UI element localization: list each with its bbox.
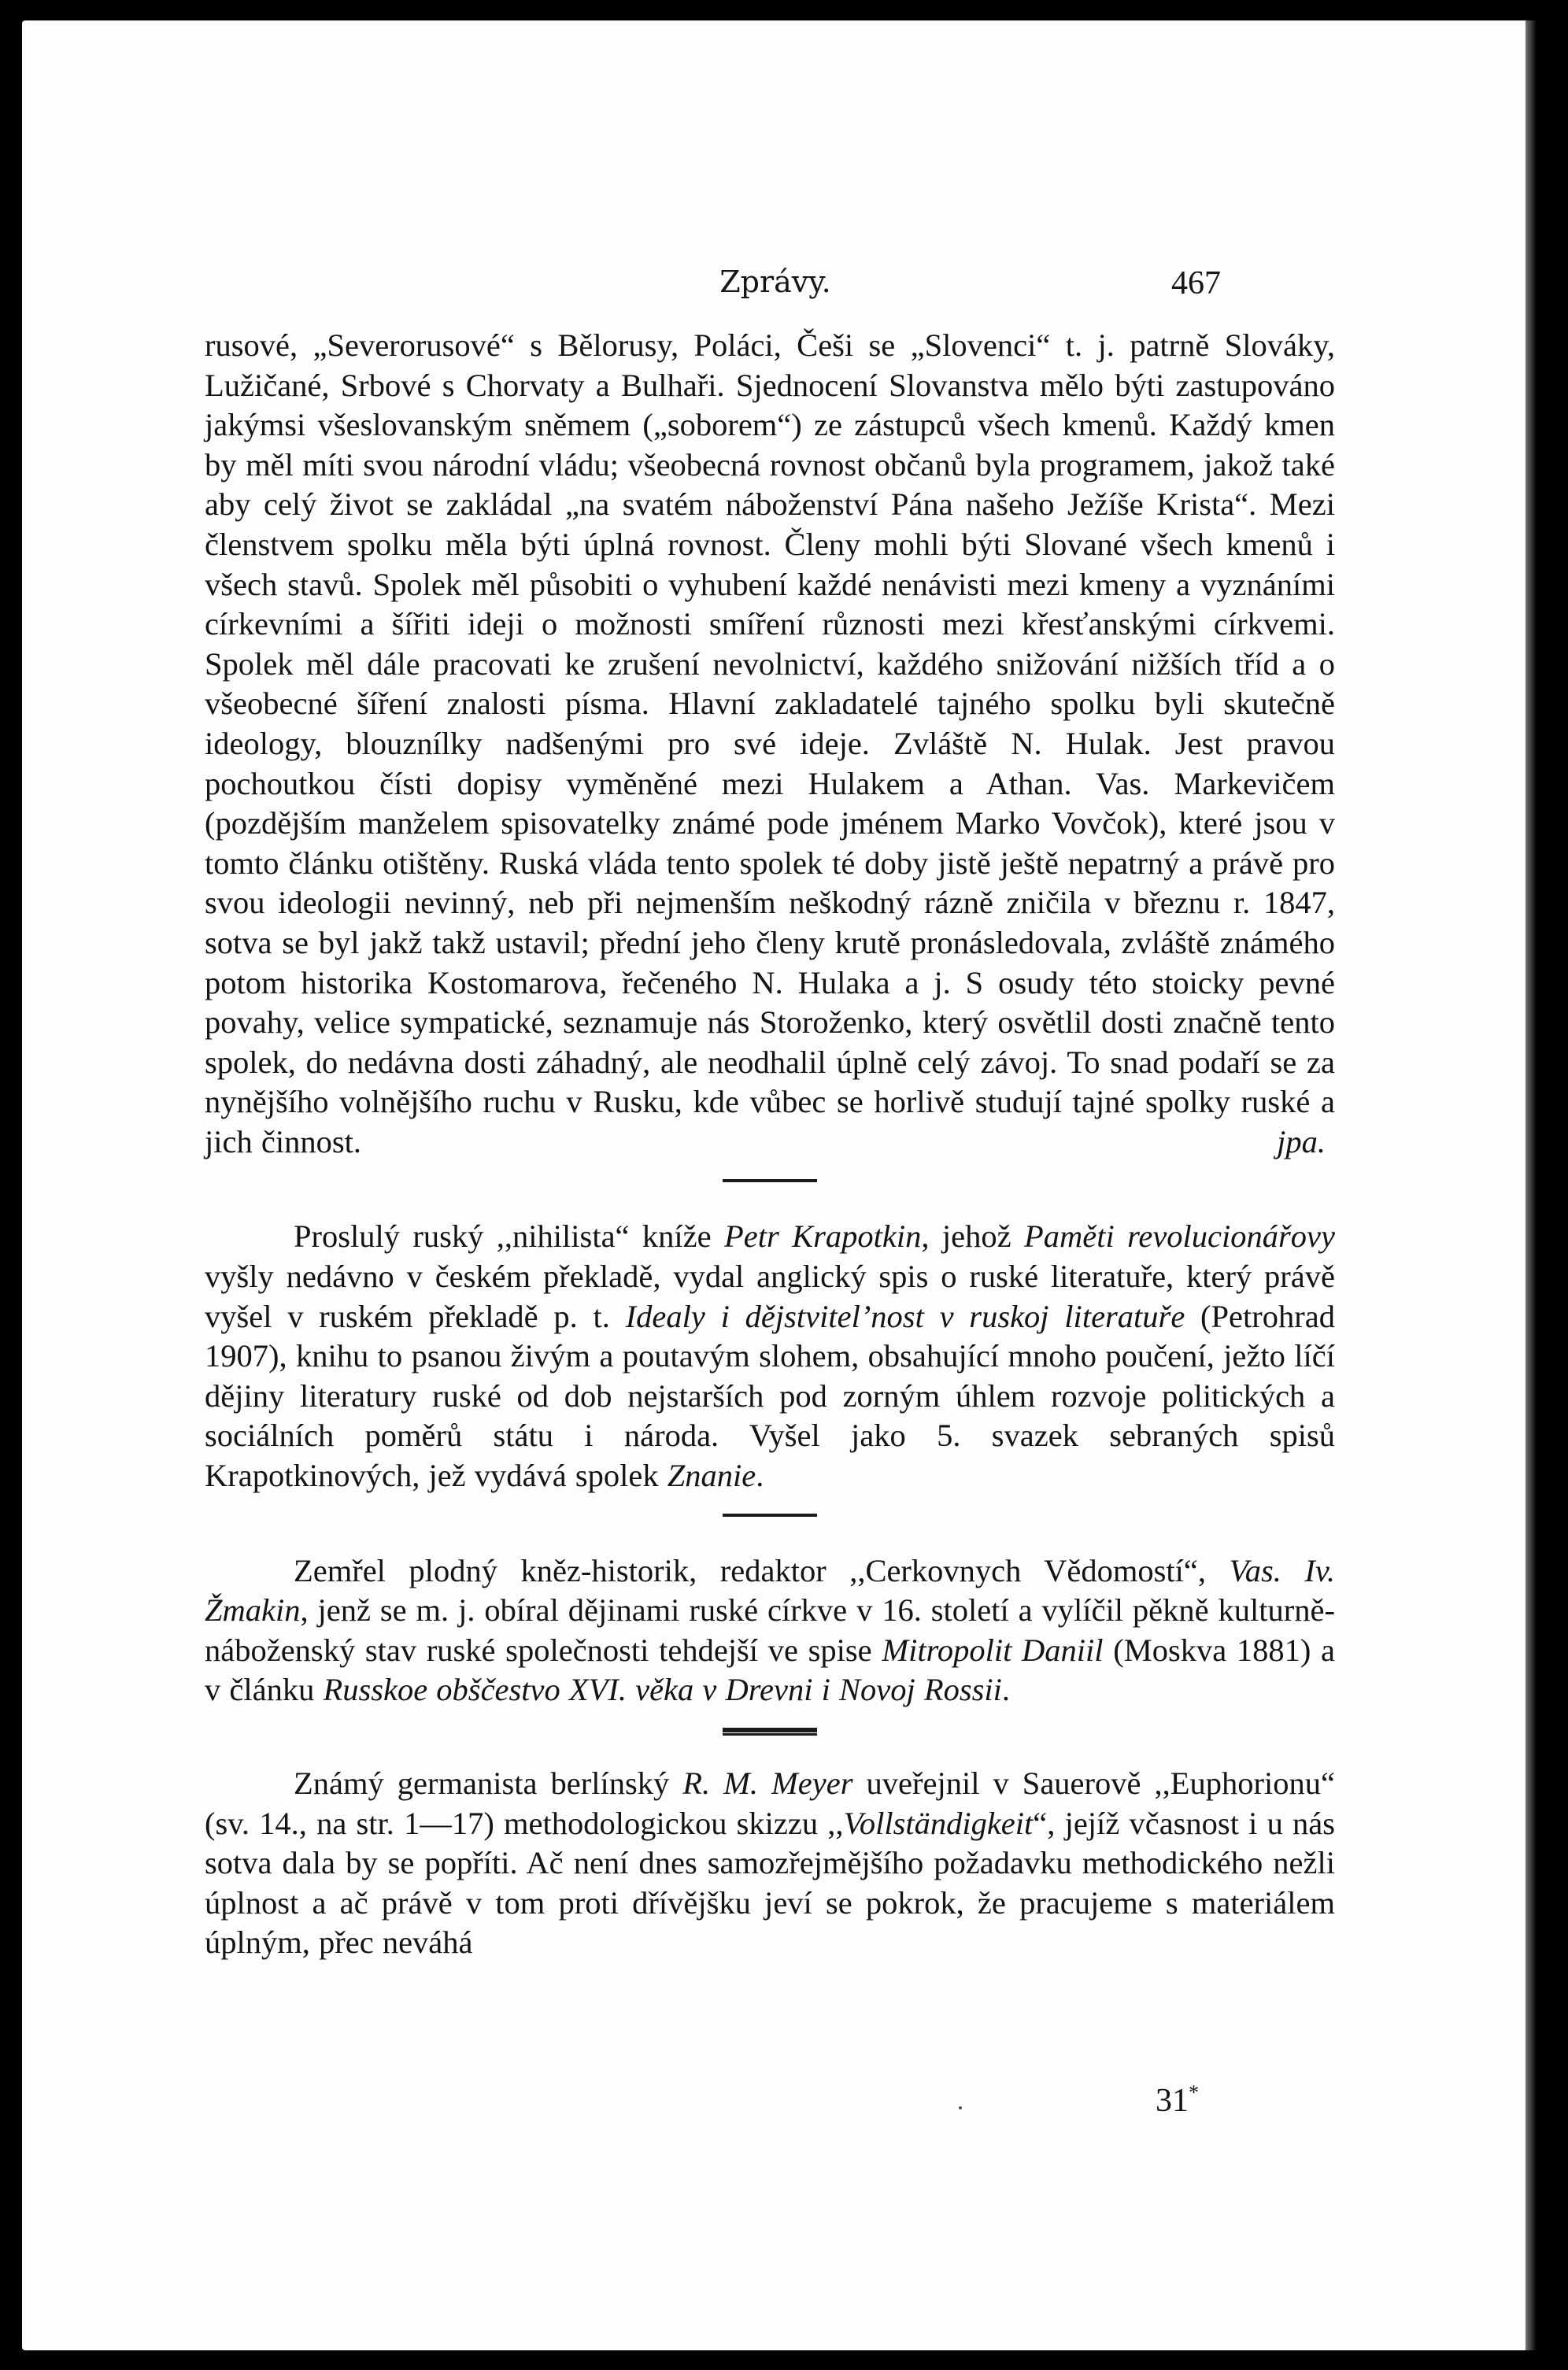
- signature-mark-number: 31: [1156, 2083, 1189, 2119]
- p4-part2: uveřejnil v Sauerově ,,Euphorionu“ (sv. 14., na str. 1—17) methodologickou skizzu ,,: [205, 1765, 1335, 1841]
- signature-mark: [1156, 2081, 1199, 2120]
- p4-italic1: R. M. Meyer: [682, 1765, 853, 1801]
- p3-part1: Zemřel plodný kněz-historik, redaktor ,,Cerkovnych Vědomostí“,: [294, 1552, 1230, 1588]
- paragraph-1: [205, 326, 1335, 1162]
- p2-part3: vyšly nedávno v českém překladě, vydal anglický spis o ruské literatuře, který právě vyšel v ruském překladě p. t.: [205, 1259, 1335, 1334]
- print-speck: [959, 2106, 962, 2109]
- paragraph-3: [205, 1551, 1335, 1710]
- p2-italic4: Znanie: [667, 1458, 756, 1494]
- page-number: 467: [1171, 265, 1221, 301]
- page-title: Zprávy.: [719, 264, 831, 299]
- p4-part1: Známý germanista berlínský: [294, 1765, 683, 1801]
- article-body: [205, 326, 1335, 1963]
- paragraph-1-text: rusové, „Severorusové“ s Bělorusy, Poláci, Češi se „Slovenci“ t. j. patrně Slováky, Lužičané, Srbové s Chorvaty a Bulhaři. Sjednocení Slovanstva mělo býti zastupováno jakýmsi všeslovanským sněmem („soborem“) ze zástupců všech kmenů. Každý kmen by měl míti svou národní vládu; všeobecná rovnost občanů byla programem, jakož také aby celý život se zakládal „na svatém náboženství Pána našeho Ježíše Krista“. Mezi členstvem spolku měla býti úplná rovnost. Členy mohli býti Slované všech kmenů i všech stavů. Spolek měl působiti o vyhubení každé nenávisti mezi kmeny a vyznáními církevními a šířiti ideji o možnosti smíření různosti mezi křesťanskými církvemi. Spolek měl dále pracovati ke zrušení nevolnictví, každého snižování nižších tříd a o všeobecné šíření znalosti písma. Hlavní zakladatelé tajného spolku byli skutečně ideology, blouznílky nadšenými pro své ideje. Zvláště N. Hulak. Jest pravou pochoutkou čísti dopisy vyměněné mezi Hulakem a Athan. Vas. Markevičem (pozdějším manželem spisovatelky známé pode jménem Marko Vovčok), které jsou v tomto článku otištěny. Ruská vláda tento spolek té doby jistě ještě nepatrný a právě pro svou ideologii nevinný, neb při nejmenším neškodný rázně zničila v březnu r. 1847, sotva se byl jakž takž ustavil; přední jeho členy krutě pronásledovala, zvláště známého potom historika Kostomarova, řečeného N. Hulaka a j. S osudy této stoicky pevné povahy, velice sympatické, seznamuje nás Storoženko, který osvětlil dosti značně tento spolek, do nedávna dosti záhadný, ale neodhalil úplně celý závoj. To snad podaří se za nynějšího volnějšího ruchu v Rusku, kde vůbec se horlivě studují tajné spolky ruské a jich činnost.: [205, 327, 1335, 1159]
- p2-part5: .: [756, 1458, 764, 1494]
- section-divider: [723, 1514, 817, 1517]
- page-edge-shadow: [1525, 20, 1537, 2350]
- p4-part3: “, jejíž včasnost i u nás sotva dala by se popříti. Ač není dnes samozřejmějšího požadavku methodického nežli úplnost a ač právě v tom proti dřívějšku jeví se pokrok, že pracujeme s materiálem úplným, přec neváhá: [205, 1805, 1335, 1961]
- signature-mark-star: *: [1189, 2081, 1199, 2104]
- p3-italic1: Vas. Iv. Žmakin: [205, 1552, 1336, 1629]
- p2-italic2: Paměti revolucionářovy: [1023, 1218, 1335, 1255]
- paragraph-4: [205, 1764, 1335, 1963]
- p3-italic3: Russkoe obščestvo XVI. věka v Drevni i Novoj Rossii: [323, 1672, 1002, 1708]
- author-signature: jpa.: [1277, 1123, 1326, 1159]
- p2-part1: Proslulý ruský ,,nihilista“ kníže: [294, 1218, 724, 1255]
- p3-italic2: Mitropolit Daniil: [882, 1632, 1104, 1668]
- p2-part2: , jehož: [921, 1218, 1024, 1255]
- paragraph-2: [205, 1217, 1335, 1496]
- p2-italic3: Idealy i dějstvitel’nost v ruskoj literatuře: [625, 1298, 1185, 1334]
- p3-part3: (Moskva 1881) a v článku: [205, 1632, 1336, 1708]
- section-divider: [723, 1179, 817, 1182]
- section-divider-double: [723, 1728, 817, 1732]
- book-page: [22, 20, 1529, 2350]
- p3-part4: .: [1001, 1672, 1010, 1708]
- p2-part4: (Petrohrad 1907), knihu to psanou živým a poutavým slohem, obsahující mnoho poučení, ježto líčí dějiny literatury ruské od dob nejstarších pod zorným úhlem rozvoje politických a sociálních poměrů státu i národa. Vyšel jako 5. svazek sebraných spisů Krapotkinových, jež vydává spolek: [205, 1298, 1335, 1494]
- p3-part2: , jenž se m. j. obíral dějinami ruské církve v 16. století a vylíčil pěkně kulturně-náboženský stav ruské společnosti tehdejší ve spise: [205, 1592, 1335, 1668]
- p2-italic1: Petr Krapotkin: [724, 1218, 922, 1255]
- running-header: [22, 264, 1529, 312]
- p4-italic2: Vollständigkeit: [843, 1805, 1034, 1841]
